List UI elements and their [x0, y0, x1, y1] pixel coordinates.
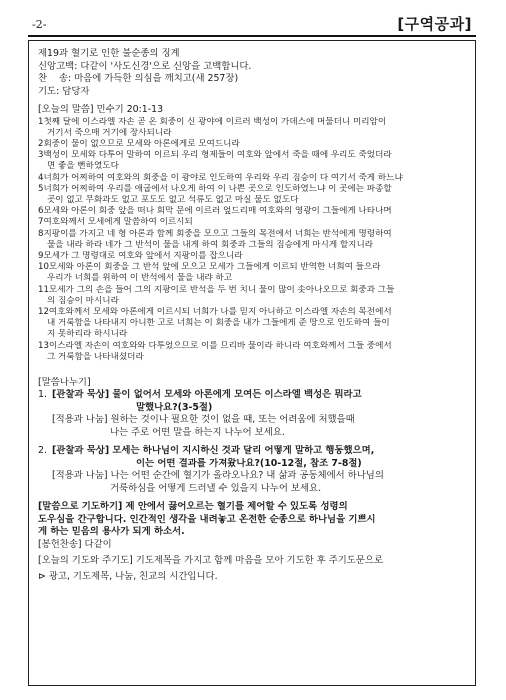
scripture-line: 물을 내라 하라 네가 그 반석이 물을 내게 하여 회중과 그들의 짐승에게 마시게 할지니라	[47, 239, 374, 250]
brand-title: [구역공과]	[397, 15, 472, 33]
question-2-cont: 이는 어떤 결과를 가져왔나요?(10-12절, 참조 7-8절)	[136, 457, 362, 469]
scripture-line: 4너희가 어찌하여 여호와의 회중을 이 광야로 인도하여 우리와 우리 짐승이 다 여기서 죽게 하느냐	[38, 172, 403, 183]
scripture-line: 거기서 죽으매 거기에 장사되니라	[47, 127, 172, 138]
application-1: [적용과 나눔] 원하는 것이나 필요한 것이 없을 때, 또는 어려움에 처했을때	[52, 414, 355, 426]
scripture-line: 곳이 없고 무화과도 없고 포도도 없고 석류도 없고 마실 물도 없도다	[47, 194, 299, 205]
lesson-title: 제19과 혈기로 인한 불순종의 징계	[38, 48, 180, 59]
question-text: [관찰과 묵상] 모세는 하나님이 지시하신 것과 달리 어떻게 말하고 행동했으며,	[52, 445, 375, 457]
lesson-item-hymn	[38, 73, 468, 86]
scripture-heading: [오늘의 말씀] 민수기 20:1-13	[38, 104, 164, 115]
application-2-cont: 거룩하심을 어떻게 드러낼 수 있을지 나누어 보세요.	[110, 482, 322, 494]
closing-prayer: [오늘의 기도와 주기도] 기도제목을 가지고 함께 마음을 모아 기도한 후 주기도문으로	[38, 555, 384, 567]
lesson-item-label: 기도:	[38, 85, 60, 97]
lesson-item-text: 담당자	[62, 85, 90, 97]
sharing-heading: [말씀나누기]	[38, 376, 91, 388]
lesson-item-label: 찬 송:	[38, 73, 72, 84]
lesson-item-text: 마음에 가득한 의심을 깨치고(새 257장)	[74, 73, 239, 84]
header-rule	[28, 35, 476, 37]
question-text: [관찰과 묵상] 물이 없어서 모세와 아론에게 모여든 이스라엘 백성은 뭐라고	[52, 389, 362, 401]
scripture-line: 면 좋을 뻔하였도다	[47, 161, 119, 172]
lesson-item-label: 신앙고백:	[38, 60, 78, 72]
scripture-line: 지 못하리라 하시니라	[47, 329, 128, 340]
lesson-content	[38, 48, 468, 583]
question-number: 1.	[38, 389, 47, 401]
question-2	[38, 445, 468, 458]
lesson-item-text: 다같이 '사도신경'으로 신앙을 고백합니다.	[80, 60, 252, 72]
announcements: ⊳ 광고, 기도제목, 나눔, 친교의 시간입니다.	[38, 570, 218, 582]
scripture-line: 6모세와 아론이 회중 앞을 떠나 회막 문에 이르러 엎드리매 여호와의 영광이 그들에게 나타나며	[38, 206, 392, 217]
scripture-line: 내 거룩함을 나타내지 아니한 고로 너희는 이 회중을 내가 그들에게 준 땅으로 인도하여 들이	[47, 318, 390, 329]
question-number: 2.	[38, 445, 47, 457]
lesson-item-prayer	[38, 86, 468, 99]
scripture-line: 의 짐승이 마시니라	[47, 295, 119, 306]
scripture-line: 10모세와 아론이 회중을 그 반석 앞에 모으고 모세가 그들에게 이르되 반역한 너희여 들으라	[38, 262, 381, 273]
scripture-line: 3백성이 모세와 다투어 말하여 이르되 우리 형제들이 여호와 앞에서 죽을 때에 우리도 죽었더라	[38, 150, 392, 161]
scripture-line: 5너희가 어찌하여 우리를 애굽에서 나오게 하여 이 나쁜 곳으로 인도하였느냐 이 곳에는 파종할	[38, 183, 392, 194]
scripture-line: 9모세가 그 명령대로 여호와 앞에서 지팡이를 잡으니라	[38, 250, 243, 261]
application-2: [적용과 나눔] 나는 어떤 순간에 혈기가 올라오나요? 내 삶과 공동체에서 하나님의	[52, 470, 384, 482]
lesson-item-confession	[38, 61, 468, 74]
scripture-text	[38, 117, 468, 363]
page-number: -2-	[32, 18, 47, 31]
scripture-line: 7여호와께서 모세에게 말씀하여 이르시되	[38, 217, 193, 228]
scripture-line: 11모세가 그의 손을 들어 그의 지팡이로 반석을 두 번 치니 물이 많이 솟아나오므로 회중과 그들	[38, 284, 395, 295]
prayer-line-3: 게 하는 믿음의 용사가 되게 하소서.	[38, 526, 185, 538]
application-1-cont: 나는 주로 어떤 말을 하는지 나누어 보세요.	[110, 426, 285, 438]
scripture-line: 1첫째 달에 이스라엘 자손 곧 온 회중이 신 광야에 이르러 백성이 가데스에 머물더니 미리암이	[38, 116, 387, 127]
scripture-line: 그 거룩함을 나타내셨더라	[47, 351, 144, 362]
prayer-line-2: 도우심을 간구합니다. 인간적인 생각을 내려놓고 온전한 순종으로 하나님을 기쁘시	[38, 513, 376, 525]
question-1	[38, 389, 468, 402]
scripture-line: 12여호와께서 모세와 아론에게 이르시되 너희가 나를 믿지 아니하고 이스라엘 자손의 목전에서	[38, 306, 392, 317]
prayer-line-1: [말씀으로 기도하기] 제 안에서 끓어오르는 혈기를 제어할 수 있도록 성령의	[38, 501, 348, 513]
scripture-line: 8지팡이를 가지고 네 형 아론과 함께 회중을 모으고 그들의 목전에서 너희는 반석에게 명령하여	[38, 228, 392, 239]
scripture-line: 2회중이 물이 없으므로 모세와 아론에게로 모여드니라	[38, 138, 240, 149]
offering-hymn: [봉헌찬송] 다같이	[38, 538, 112, 550]
question-1-cont: 말했나요?(3-5절)	[136, 401, 213, 413]
scripture-line: 우리가 너희를 위하여 이 반석에서 물을 내랴 하고	[47, 273, 233, 284]
scripture-line: 13이스라엘 자손이 여호와와 다투었으므로 이를 므리바 물이라 하니라 여호와께서 그들 중에서	[38, 340, 392, 351]
